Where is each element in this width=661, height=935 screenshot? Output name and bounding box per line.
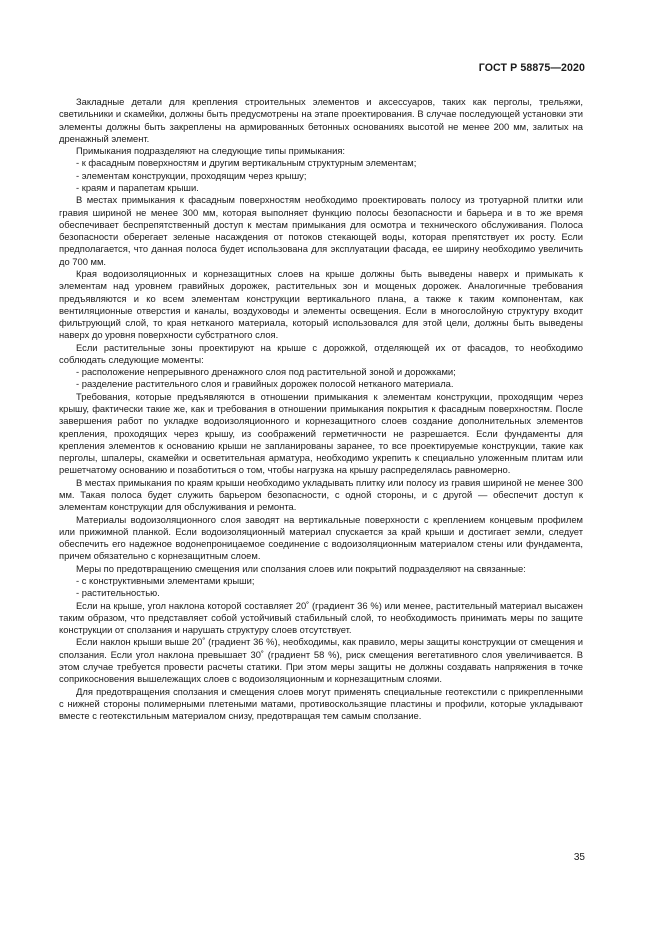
- list-item: - к фасадным поверхностям и другим вертикальным структурным элементам;: [76, 157, 417, 169]
- list-item: - краям и парапетам крыши.: [76, 181, 199, 193]
- paragraph-roof-edges: В местах примыкания по краям крыши необходимо укладывать плитку или полосу из гравия шириной не менее 300 мм. Такая полоса будет служить барьером безопасности, с одной стороны, и с другой — обеспечит доступ к элементам конструкции для обслуживания и ремонта.: [59, 476, 583, 513]
- paragraph-waterproofing-materials: Материалы водоизоляционного слоя заводят на вертикальные поверхности с креплением концевым профилем или прижимной планкой. Если водоизоляционный материал спускается за край крыши и достигает земли, следует обеспечить его надежное водонепроницаемое соединение с водоизоляционным материалом стены или фундамента, причем обязательно с корнезащитным слоем.: [59, 513, 583, 562]
- paragraph-geotextiles: Для предотвращения сползания и смещения слоев могут применять специальные геотекстили с прикрепленными с нижней стороны полимерными плетеными матами, противоскользящие пластины и профили, которые укладывают вместе с геотекстильным материалом снизу, предотвращая тем самым сползание.: [59, 685, 583, 722]
- paragraph-slope-above-20: Если наклон крыши выше 20˚ (градиент 36 %), необходимы, как правило, меры защиты конструкции от смещения и сползания. Если угол наклона превышает 30˚ (градиент 58 %), риск смещения вегетативного слоя увеличивается. В этом случае требуется провести расчеты статики. При этом меры защиты не должны создавать напряжения в точке соприкосновения вышележащих слоев с водоизоляционным и корнезащитным слоями.: [59, 636, 583, 685]
- paragraph-penetration-requirements: Требования, которые предъявляются в отношении примыкания к элементам конструкции, проходящим через крышу, фактически такие же, как и требования в отношении примыкания покрытия к фасадным поверхностям. После завершения работ по укладке водоизоляционного и корнезащитного слоев создание дополнительных элементов крепления, проходящих через крышу, из соображений герметичности не разрешается. Если фундаменты для крепления элементов к основанию крыши не запланированы заранее, то все проектируемые конструкции, такие как перголы, шпалеры, скамейки и осветительная арматура, необходимо укрепить к специально уложенным плитам или решетчатому основанию и позаботиться о том, чтобы нагрузка на крышу распределялась равномерно.: [59, 390, 583, 476]
- paragraph-junction-types: Примыкания подразделяют на следующие типы примыкания:: [76, 145, 345, 157]
- page-number: 35: [573, 852, 585, 863]
- list-item: - растительностью.: [76, 587, 160, 599]
- paragraph-planting-zones: Если растительные зоны проектируют на крыше с дорожкой, отделяющей их от фасадов, то необходимо соблюдать следующие моменты:: [59, 341, 583, 365]
- list-item: - расположение непрерывного дренажного слоя под растительной зоной и дорожками;: [76, 366, 456, 378]
- paragraph-slip-measures: Меры по предотвращению смещения или сползания слоев или покрытий подразделяют на связанные:: [76, 562, 526, 574]
- paragraph-slope-20: Если на крыше, угол наклона которой составляет 20˚ (градиент 36 %) или менее, растительный материал высажен таким образом, что представляет собой устойчивый стабильный слой, то необходимость принимать меры по защите конструкции от сползания и нарушать структуру слоев отсутствует.: [59, 599, 583, 636]
- list-item: - разделение растительного слоя и гравийных дорожек полосой нетканого материала.: [76, 378, 454, 390]
- paragraph-facade-junction: В местах примыкания к фасадным поверхностям необходимо проектировать полосу из тротуарной плитки или гравия шириной не менее 300 мм, которая выполняет функцию полосы безопасности и барьера и в то же время обеспечивает беспрепятственный доступ к местам примыкания для осмотра и технического обслуживания. Полоса безопасности оберегает зеленые насаждения от потоков стекающей воды, которая препятствует их росту. Если предполагается, что данная полоса будет использована для эксплуатации фасада, ее ширину необходимо увеличить до 700 мм.: [59, 194, 583, 267]
- paragraph-layer-edges: Края водоизоляционных и корнезащитных слоев на крыше должны быть выведены наверх и примыкать к элементам над уровнем гравийных дорожек, растительных зон и мощеных дорожек. Аналогичные требования предъявляются и ко всем элементам конструкции вертикального плана, а также к таким компонентам, как вентиляционные отверстия и каналы, воздуховоды и элементы освещения. Если в многослойную структуру входит фильтрующий слой, то края нетканого материала, который использовался для этой цели, должны быть выведены наверх до уровня поверхности субстратного слоя.: [59, 267, 583, 341]
- list-item: - с конструктивными элементами крыши;: [76, 574, 255, 586]
- list-item: - элементам конструкции, проходящим через крышу;: [76, 169, 307, 181]
- standard-header: ГОСТ Р 58875—2020: [478, 62, 585, 74]
- paragraph-embedded-parts: Закладные детали для крепления строительных элементов и аксессуаров, таких как перголы, трельяжи, светильники и скамейки, должны быть предусмотрены на этапе проектирования. В случае последующей установки эти элементы должны быть закреплены на армированных бетонных основаниях высотой не менее 200 мм, залитых на дренажный элемент.: [59, 96, 583, 144]
- body-text: [59, 96, 583, 722]
